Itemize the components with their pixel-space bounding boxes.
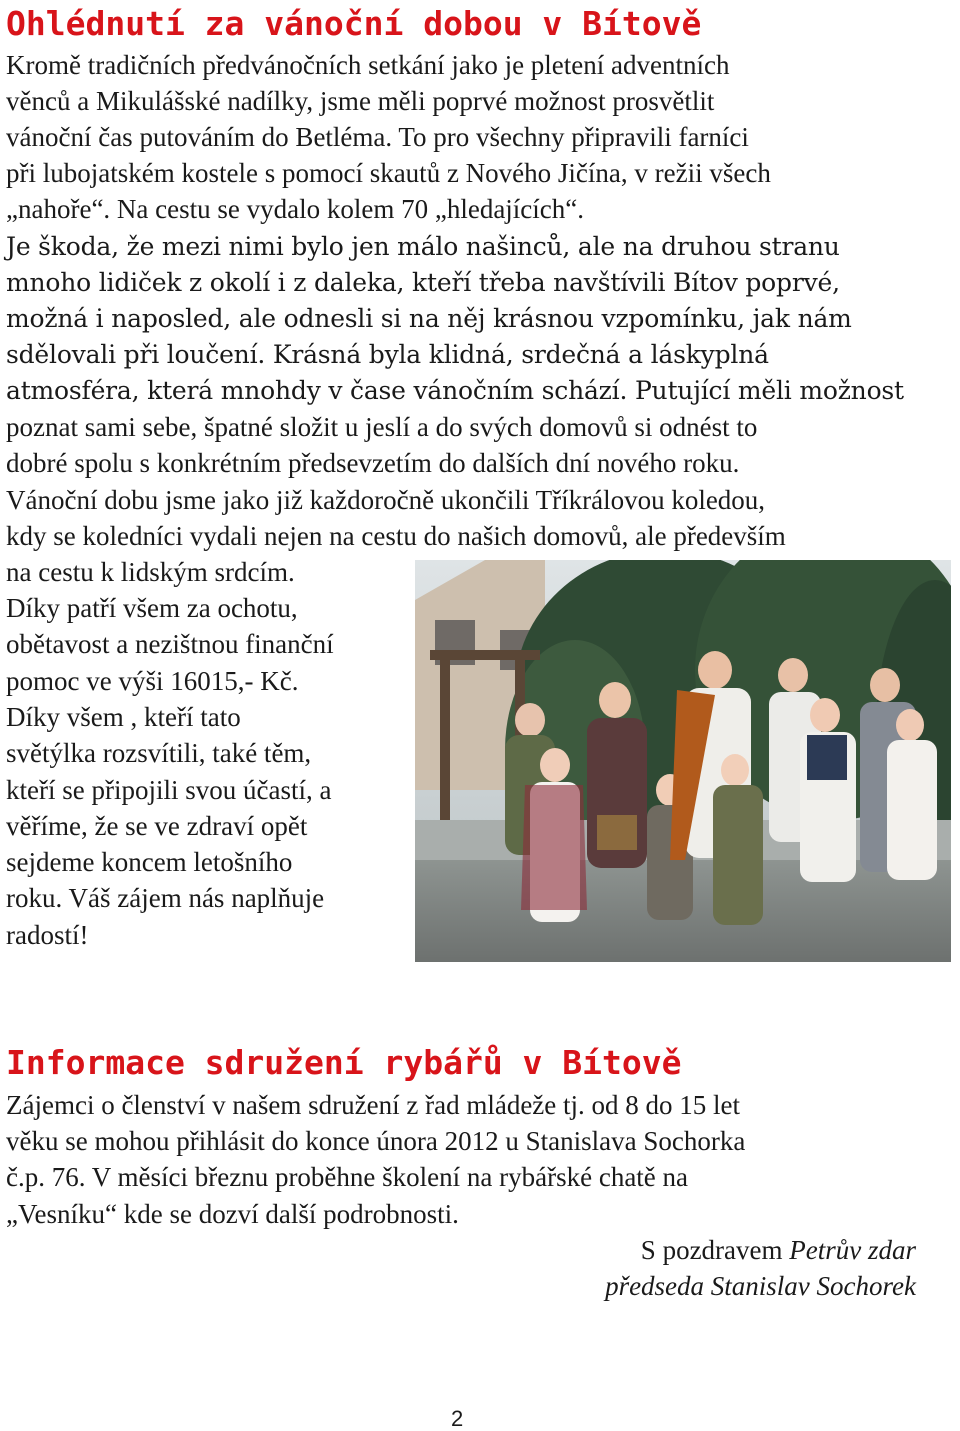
- text-line: Díky patří všem za ochotu,: [6, 593, 298, 623]
- article-title-christmas: Ohlédnutí za vánoční dobou v Bítově: [6, 4, 702, 43]
- text-line: vánoční čas putováním do Betléma. To pro všechny připravili farníci: [6, 122, 749, 152]
- text-line: mnoho lidiček z okolí i z daleka, kteří třeba navštívili Bítov poprvé,: [6, 268, 840, 297]
- text-line: obětavost a nezištnou finanční: [6, 629, 334, 659]
- text-line: Je škoda, že mezi nimi bylo jen málo našinců, ale na druhou stranu: [6, 232, 840, 261]
- text-line: č.p. 76. V měsíci březnu proběhne školení na rybářské chatě na: [6, 1162, 689, 1192]
- text-line: poznat sami sebe, špatné složit u jeslí a do svých domovů si odnést to: [6, 412, 758, 442]
- text-line: dobré spolu s konkrétním předsevzetím do dalších dní nového roku.: [6, 448, 740, 478]
- text-line: Kromě tradičních předvánočních setkání jako je pletení adventních: [6, 50, 730, 80]
- text-line: Vánoční dobu jsme jako již každoročně ukončili Tříkrálovou koledou,: [6, 485, 766, 515]
- signature-author: [605, 1273, 916, 1300]
- text-line: sejdeme koncem letošního: [6, 847, 293, 877]
- motto-text: Petrův zdar: [789, 1235, 916, 1265]
- text-line: Díky všem , kteří tato: [6, 702, 241, 732]
- signature-greeting: [641, 1237, 916, 1264]
- text-line: roku. Váš zájem nás naplňuje: [6, 883, 325, 913]
- page-number: 2: [451, 1406, 464, 1431]
- text-line: při lubojatském kostele s pomocí skautů z Nového Jičína, v režii všech: [6, 158, 771, 188]
- author-text: předseda Stanislav Sochorek: [605, 1271, 916, 1301]
- carol-singers-photo: [415, 560, 951, 962]
- text-line: atmosféra, která mnohdy v čase vánočním schází. Putující měli možnost: [6, 376, 904, 405]
- greeting-text: S pozdravem: [640, 1235, 790, 1265]
- text-line: pomoc ve výši 16015,- Kč.: [6, 666, 299, 696]
- text-line: věku se mohou přihlásit do konce února 2012 u Stanislava Sochorka: [6, 1126, 746, 1156]
- text-line: možná i naposled, ale odnesli si na něj krásnou vzpomínku, jak nám: [6, 304, 852, 333]
- article-title-fishermen: Informace sdružení rybářů v Bítově: [6, 1043, 682, 1082]
- text-line: „nahoře“. Na cestu se vydalo kolem 70 „hledajících“.: [6, 194, 585, 224]
- text-line: „Vesníku“ kde se dozví další podrobnosti.: [6, 1199, 459, 1229]
- text-line: radostí!: [6, 920, 89, 950]
- text-line: věříme, že se ve zdraví opět: [6, 811, 308, 841]
- text-line: kteří se připojili svou účastí, a: [6, 775, 332, 805]
- text-line: sdělovali při loučení. Krásná byla klidná, srdečná a láskyplná: [6, 340, 769, 369]
- text-line: kdy se koledníci vydali nejen na cestu do našich domovů, ale především: [6, 521, 786, 551]
- text-line: světýlka rozsvítili, také těm,: [6, 738, 312, 768]
- text-line: na cestu k lidským srdcím.: [6, 557, 295, 587]
- text-line: Zájemci o členství v našem sdružení z řad mládeže tj. od 8 do 15 let: [6, 1090, 741, 1120]
- text-line: věnců a Mikulášské nadílky, jsme měli poprvé možnost prosvětlit: [6, 86, 715, 116]
